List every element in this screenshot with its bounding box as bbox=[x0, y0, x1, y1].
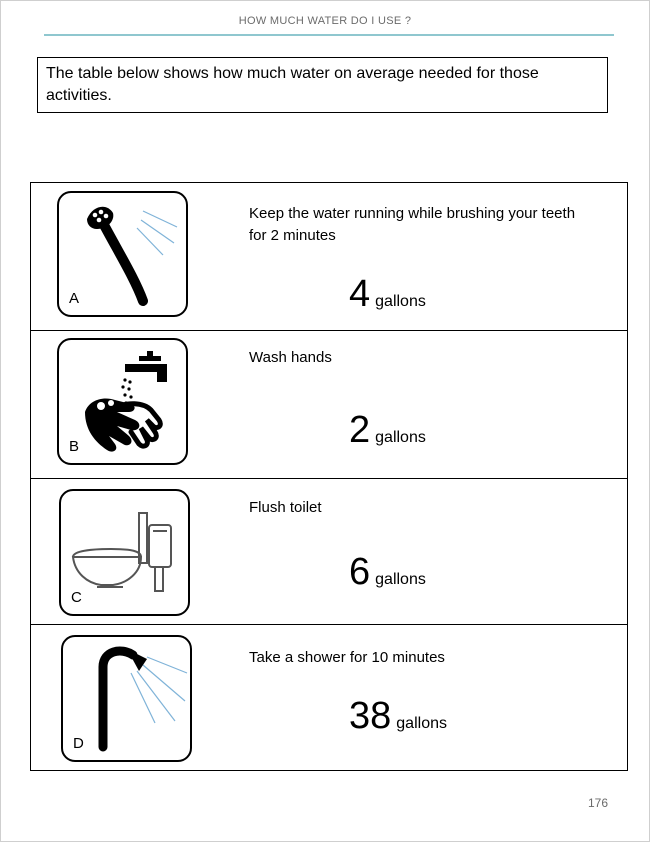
amount-d bbox=[349, 697, 447, 735]
amount-c bbox=[349, 553, 426, 591]
intro-text-box: The table below shows how much water on average needed for those activities. bbox=[37, 57, 608, 113]
activity-description-d: Take a shower for 10 minutes bbox=[249, 649, 445, 666]
amount-unit-c: gallons bbox=[375, 571, 426, 588]
icon-letter-d: D bbox=[73, 735, 84, 752]
amount-value-c: 6 bbox=[349, 551, 371, 593]
page-number: 176 bbox=[588, 796, 609, 810]
table-row-d bbox=[31, 625, 627, 770]
activity-description-c: Flush toilet bbox=[249, 499, 322, 516]
amount-b bbox=[349, 411, 426, 449]
icon-letter-a: A bbox=[69, 290, 80, 307]
toilet-icon bbox=[59, 489, 190, 616]
activity-description-b: Wash hands bbox=[249, 349, 332, 366]
amount-unit-a: gallons bbox=[375, 293, 426, 310]
amount-value-a: 4 bbox=[349, 273, 371, 315]
table-row-a bbox=[31, 183, 627, 331]
icon-letter-c: C bbox=[71, 589, 82, 606]
toothbrush-icon bbox=[57, 191, 188, 317]
table-row-b bbox=[31, 331, 627, 479]
water-usage-table bbox=[30, 182, 628, 771]
amount-unit-d: gallons bbox=[396, 715, 447, 732]
shower-icon bbox=[61, 635, 192, 762]
table-row-c bbox=[31, 479, 627, 625]
amount-a bbox=[349, 275, 426, 313]
page-header-title: HOW MUCH WATER DO I USE ? bbox=[238, 15, 412, 27]
amount-unit-b: gallons bbox=[375, 429, 426, 446]
header-divider bbox=[44, 34, 614, 36]
activity-description-a: Keep the water running while brushing your teeth for 2 minutes bbox=[249, 205, 576, 244]
amount-value-b: 2 bbox=[349, 409, 371, 451]
amount-value-d: 38 bbox=[349, 695, 392, 737]
icon-letter-b: B bbox=[69, 438, 80, 455]
hand-washing-icon bbox=[57, 338, 188, 465]
